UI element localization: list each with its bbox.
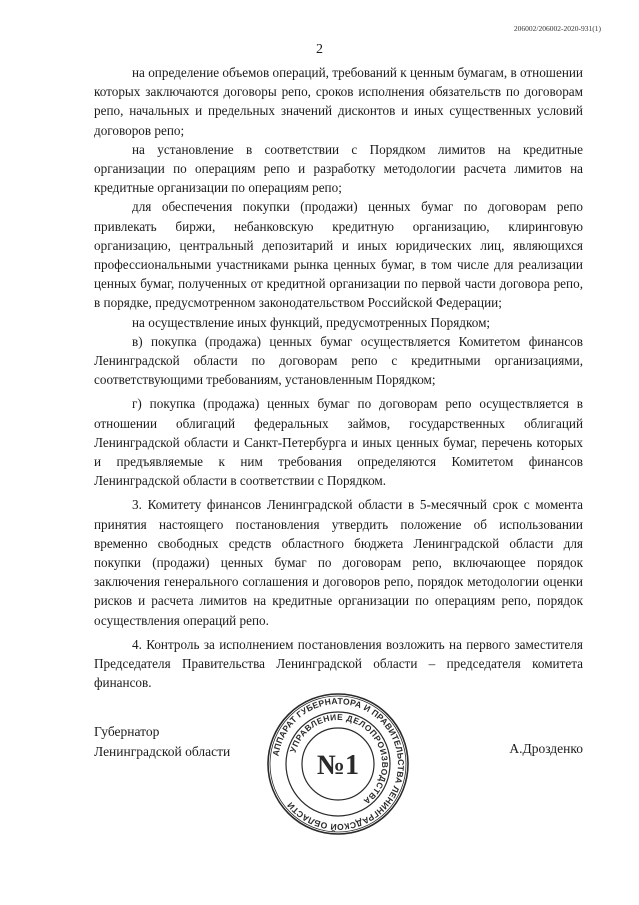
paragraph: на определение объемов операций, требований к ценным бумагам, в отношении которых заключаются договоры репо, сроков исполнения обязательств по договорам репо, начальных и предельных значений дисконтов и иных существенных условий договоров репо; <box>94 65 583 138</box>
paragraph: на установление в соответствии с Порядком лимитов на кредитные организации по операциям репо и разработку методологии расчета лимитов на кредитные организации по операциям репо; <box>94 141 583 196</box>
paragraph: на осуществление иных функций, предусмотренных Порядком; <box>132 314 491 330</box>
page-number: 2 <box>316 42 323 57</box>
paragraph: 3. Комитету финансов Ленинградской области в 5-месячный срок с момента принятия настоящего постановления утвердить положение об использовании временно свободных средств областного бюджета Ленинградской области для покупки (продажи) ценных бумаг по договорам репо, включающее порядок заключения генерального соглашения и договоров репо, порядок методологии оценки рисков и расчета лимитов на кредитные организации по операциям репо, порядок осуществления операций репо. <box>94 497 583 628</box>
document-id: 206002/206002-2020-931(1) <box>513 24 601 33</box>
paragraph: 4. Контроль за исполнением постановления возложить на первого заместителя Председателя Правительства Ленинградской области – председателя комитета финансов. <box>94 636 583 691</box>
signatory-name: А.Дрозденко <box>509 741 583 756</box>
svg-text:УПРАВЛЕНИЕ ДЕЛОПРОИЗВОДСТВА: УПРАВЛЕНИЕ ДЕЛОПРОИЗВОДСТВА <box>287 711 391 807</box>
paragraph: г) покупка (продажа) ценных бумаг по договорам репо осуществляется в отношении облигаций федеральных займов, государственных облигаций Ленинградской области и Санкт-Петербурга и иных ценных бумаг, перечень которых и предъявляемые к ним требования определяются Комитетом финансов Ленинградской области в соответствии с Порядком. <box>94 396 583 489</box>
signatory-title-line: Губернатор <box>94 724 160 739</box>
official-stamp <box>266 692 410 836</box>
paragraph: для обеспечения покупки (продажи) ценных бумаг по договорам репо привлекать биржи, небанковскую кредитную организацию, клиринговую организацию, центральный депозитарий и иных юридических лиц, являющихся профессиональными участниками рынка ценных бумаг, в том числе для реализации ценных бумаг, полученных от кредитной организации по первой части договора репо, в порядке, предусмотренном законодательством Российской Федерации; <box>94 199 583 311</box>
signatory-title <box>94 722 230 762</box>
signatory-title-line: Ленинградской области <box>94 744 231 759</box>
document-body <box>94 63 583 693</box>
paragraph: в) покупка (продажа) ценных бумаг осуществляется Комитетом финансов Ленинградской области по договорам репо с кредитными организациями, соответствующими требованиям, установленным Порядком; <box>94 333 583 388</box>
svg-text:№1: №1 <box>316 750 360 781</box>
stamp-graphic <box>266 692 410 836</box>
svg-text:АППАРАТ ГУБЕРНАТОРА И ПРАВИТЕЛ: АППАРАТ ГУБЕРНАТОРА И ПРАВИТЕЛЬСТВА ЛЕНИНГРАДСКОЙ ОБЛАСТИ <box>270 695 407 833</box>
